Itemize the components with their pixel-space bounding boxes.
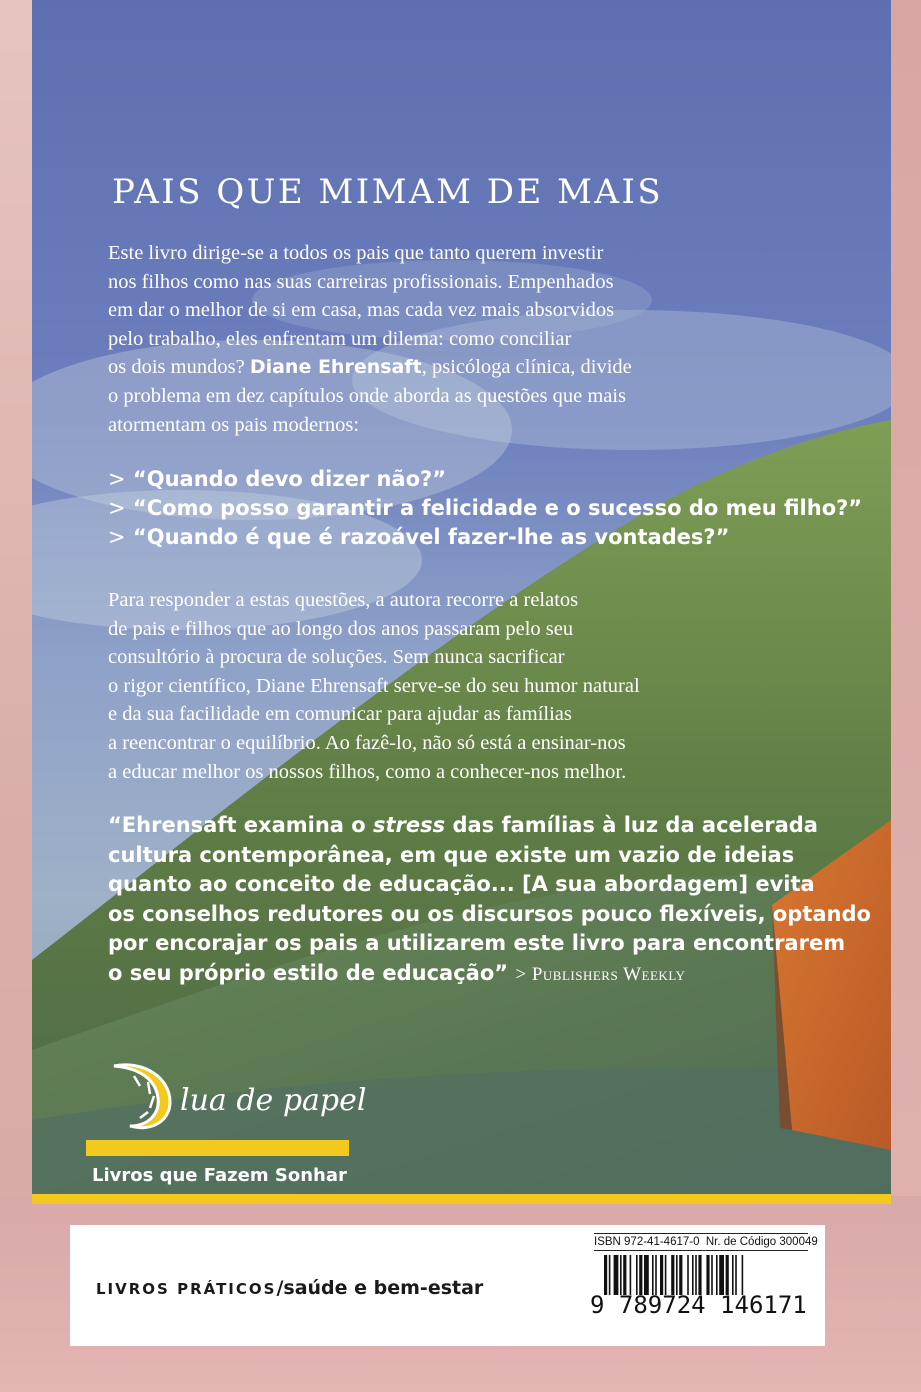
author-name: Diane Ehrensaft <box>249 356 422 379</box>
intro-line: atormentam os pais modernos: <box>108 413 360 436</box>
intro-line <box>108 353 838 382</box>
intro-line: nos filhos como nas suas carreiras profissionais. Empenhados <box>108 270 614 293</box>
isbn-line <box>594 1233 818 1251</box>
quote-attribution: > Publishers Weekly <box>515 963 686 985</box>
barcode-bar <box>614 1255 619 1295</box>
barcode-bar <box>687 1255 689 1295</box>
left-border <box>0 0 32 1392</box>
question-text: “Como posso garantir a felicidade e o sucesso do meu filho?” <box>132 495 863 520</box>
barcode-bar <box>665 1255 667 1295</box>
barcode-bar <box>652 1255 654 1295</box>
bullet-marker: > <box>108 467 126 491</box>
intro-line: Este livro dirige-se a todos os pais que tanto querem investir <box>108 242 604 264</box>
question-text: “Quando devo dizer não?” <box>132 467 447 491</box>
body-line: a educar melhor os nossos filhos, como a conhecer-nos melhor. <box>108 760 627 783</box>
publisher-slogan: Livros que Fazem Sonhar <box>92 1165 347 1186</box>
intro-text: os dois mundos? <box>108 356 250 379</box>
barcode-bar <box>711 1255 713 1295</box>
right-border <box>891 0 921 1392</box>
quote-line: cultura contemporânea, em que existe um vazio de ideias <box>108 842 795 867</box>
bullet-marker: > <box>108 524 126 549</box>
barcode-bar <box>706 1255 709 1295</box>
barcode-panel <box>70 1225 825 1346</box>
intro-line: em dar o melhor de si em casa, mas cada vez mais absorvidos <box>108 299 615 322</box>
barcode-digits: 9 789724 146171 <box>590 1291 807 1319</box>
yellow-strip <box>32 1194 891 1204</box>
barcode-bar <box>636 1255 638 1295</box>
barcode-bar <box>698 1255 701 1295</box>
book-title: PAIS QUE MIMAM DE MAIS <box>112 172 664 212</box>
barcode-bar <box>660 1255 663 1295</box>
barcode-bar <box>609 1255 611 1295</box>
quote-text: “Ehrensaft examina o <box>108 813 374 837</box>
body-paragraph <box>108 586 838 786</box>
review-quote <box>108 811 871 989</box>
series-name: LIVROS PRÁTICOS <box>96 1280 277 1298</box>
barcode-bar <box>671 1255 674 1295</box>
quote-line: os conselhos redutores ou os discursos pouco flexíveis, optando <box>108 901 871 926</box>
barcode-bar <box>630 1255 632 1295</box>
question-item <box>108 465 848 494</box>
intro-line: pelo trabalho, eles enfrentam um dilema: como conciliar <box>108 327 572 350</box>
body-line: e da sua facilidade em comunicar para ajudar as famílias <box>108 703 572 726</box>
barcode-bar <box>623 1255 626 1295</box>
question-text: “Quando é que é razoável fazer-lhe as vontades?” <box>132 524 730 549</box>
isbn: ISBN 972-41-4617-0 <box>594 1236 700 1248</box>
barcode-bar <box>692 1255 694 1295</box>
question-list <box>108 465 863 551</box>
yellow-bar <box>86 1140 349 1156</box>
body-line: consultório à procura de soluções. Sem nunca sacrificar <box>108 646 565 669</box>
intro-text: , psicóloga clínica, divide <box>421 356 632 379</box>
quote-line <box>108 959 853 990</box>
body-line: o rigor científico, Diane Ehrensaft serve-se do seu humor natural <box>108 674 640 697</box>
barcode-bar <box>742 1255 744 1295</box>
barcode-bar <box>735 1255 737 1295</box>
quote-text: o seu próprio estilo de educação” <box>108 960 509 985</box>
barcode-bar <box>679 1255 682 1295</box>
barcode-bar <box>732 1255 734 1295</box>
quote-line <box>108 811 853 841</box>
barcode-bar <box>726 1255 729 1295</box>
question-item <box>108 523 848 552</box>
quote-emphasis: stress <box>373 813 446 837</box>
quote-line: por encorajar os pais a utilizarem este livro para encontrarem <box>108 931 846 955</box>
series-label <box>96 1277 483 1299</box>
body-line: Para responder a estas questões, a autora recorre a relatos <box>108 589 579 611</box>
series-subtitle: /saúde e bem-estar <box>276 1277 484 1299</box>
barcode-bar <box>639 1255 642 1295</box>
barcode-bar <box>644 1255 649 1295</box>
body-line: de pais e filhos que ao longo dos anos passaram pelo seu <box>108 617 574 640</box>
intro-paragraph <box>108 239 838 439</box>
question-item <box>108 494 863 523</box>
barcode-bar <box>695 1255 697 1295</box>
barcode-bar <box>604 1255 607 1295</box>
barcode-bar <box>676 1255 678 1295</box>
quote-text: das famílias à luz da acelerada <box>445 813 818 837</box>
quote-line: quanto ao conceito de educação... [A sua abordagem] evita <box>108 872 815 896</box>
intro-line: o problema em dez capítulos onde aborda as questões que mais <box>108 384 627 407</box>
barcode-bar <box>655 1255 657 1295</box>
barcode-bar <box>620 1255 622 1295</box>
barcode <box>590 1233 818 1337</box>
publisher-logo-text: lua de papel <box>180 1083 367 1118</box>
product-code: Nr. de Código 300049 <box>705 1236 818 1248</box>
crescent-moon-logo-icon <box>104 1060 184 1132</box>
barcode-bar <box>716 1255 718 1295</box>
body-line: a reencontrar o equilíbrio. Ao fazê-lo, não só está a ensinar-nos <box>108 731 626 754</box>
bullet-marker: > <box>108 495 126 520</box>
barcode-bar <box>719 1255 724 1295</box>
